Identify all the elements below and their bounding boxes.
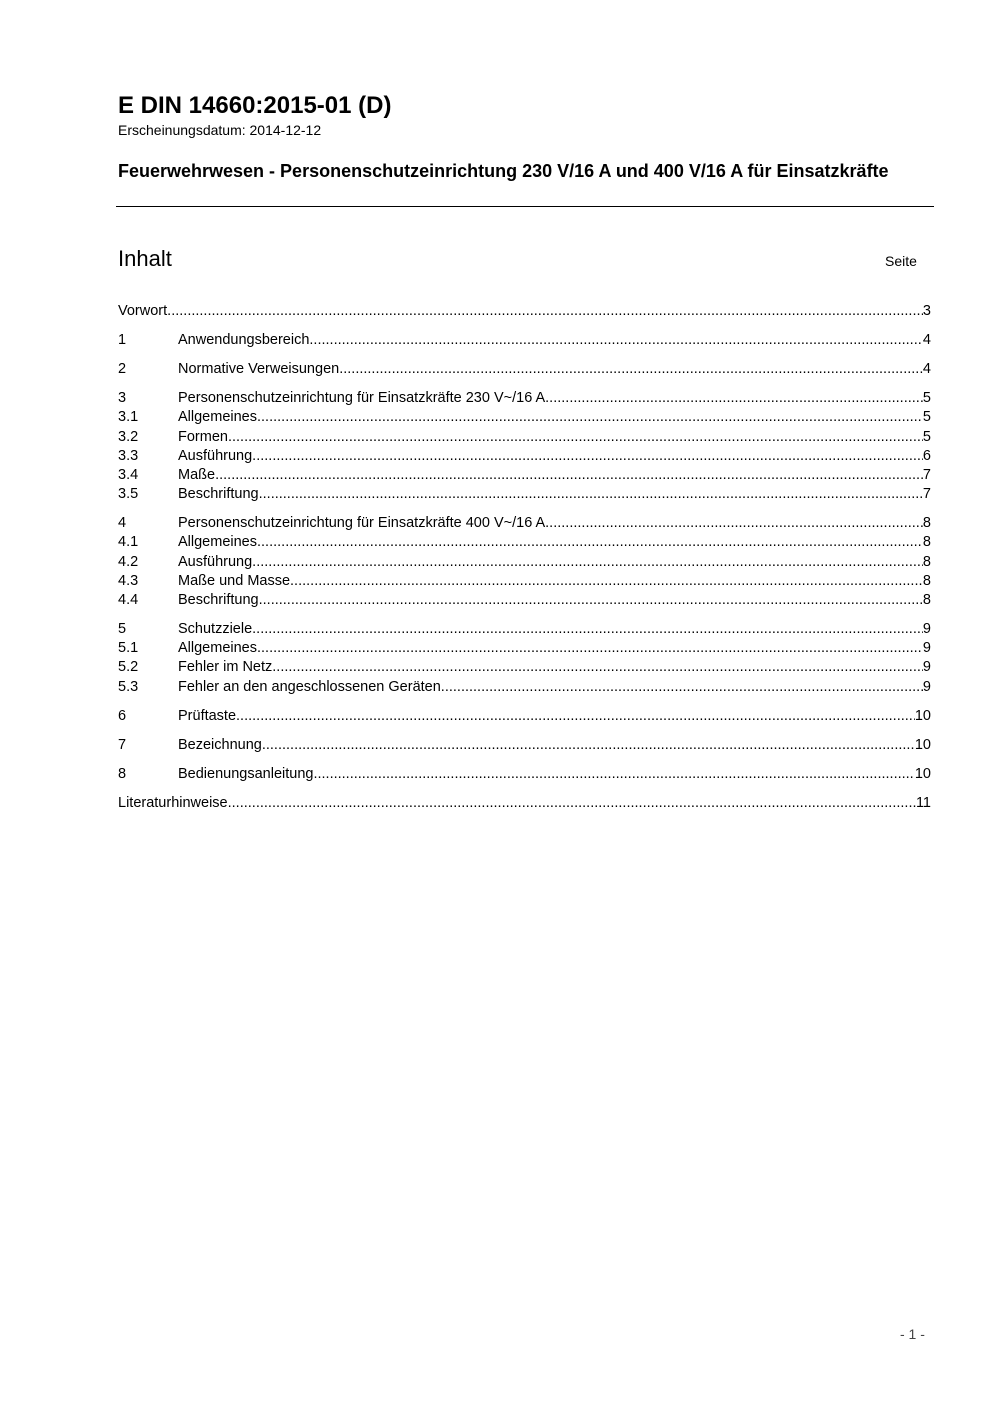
toc-entry-page: 7 [922, 486, 931, 502]
toc-entry-page: 9 [922, 621, 931, 637]
toc-entry-title: Formen [178, 429, 228, 445]
toc-entry-3[interactable] [118, 389, 931, 408]
toc-entry-title: Schutzziele [178, 621, 253, 637]
toc-entry-number: 5.2 [118, 659, 139, 675]
toc-entry-number: 3.1 [118, 409, 139, 425]
toc-entry-title: Bezeichnung [178, 737, 262, 753]
toc-entry-page: 8 [922, 534, 931, 550]
toc-leader-dots [257, 533, 923, 552]
toc-entry-7[interactable] [118, 736, 931, 755]
toc-entry-page: 8 [922, 573, 931, 589]
toc-entry-4-1[interactable] [118, 533, 931, 552]
toc-leader-dots [257, 639, 923, 658]
toc-leader-dots [545, 389, 923, 408]
toc-entry-6[interactable] [118, 707, 931, 726]
toc-entry-title: Personenschutzeinrichtung für Einsatzkräfte 400 V~/16 A [178, 515, 546, 531]
toc-entry-5-3[interactable] [118, 678, 931, 697]
toc-heading: Inhalt [118, 246, 172, 271]
toc-entry-title: Allgemeines [178, 640, 257, 656]
toc-entry-page: 9 [922, 659, 931, 675]
toc-leader-dots [252, 553, 923, 572]
toc-entry-title: Maße und Masse [178, 573, 291, 589]
document-title: E DIN 14660:2015-01 (D) [118, 92, 392, 119]
toc-entry-number: 4.2 [118, 554, 139, 570]
toc-leader-dots [228, 428, 923, 447]
toc-entry-number: 6 [118, 708, 127, 724]
toc-entry-3-5[interactable] [118, 485, 931, 504]
toc-entry-number: 1 [118, 332, 127, 348]
toc-entry-number: 5 [118, 621, 127, 637]
toc-entry-page: 8 [922, 515, 931, 531]
toc-leader-dots [313, 765, 914, 784]
toc-entry-title: Vorwort [118, 303, 168, 319]
toc-leader-dots [252, 620, 923, 639]
toc-entry-1[interactable] [118, 331, 931, 350]
toc-leader-dots [339, 360, 923, 379]
toc-leader-dots [215, 466, 923, 485]
toc-entry-title: Fehler im Netz [178, 659, 273, 675]
toc-entry-3-2[interactable] [118, 428, 931, 447]
header-divider [116, 206, 934, 207]
toc-entry-title: Personenschutzeinrichtung für Einsatzkräfte 230 V~/16 A [178, 390, 546, 406]
toc-entry-page: 8 [922, 554, 931, 570]
toc-page-label: Seite [885, 253, 917, 269]
toc-leader-dots [257, 408, 923, 427]
toc-entry-page: 5 [922, 409, 931, 425]
toc-entry-3-3[interactable] [118, 447, 931, 466]
toc-entry-title: Literaturhinweise [118, 795, 228, 811]
toc-entry-3-1[interactable] [118, 408, 931, 427]
toc-entry-page: 9 [922, 679, 931, 695]
toc-entry-3-4[interactable] [118, 466, 931, 485]
page-number: - 1 - [900, 1326, 925, 1342]
toc-entry-number: 4.3 [118, 573, 139, 589]
toc-entry-number: 4 [118, 515, 127, 531]
toc-leader-dots [228, 794, 916, 813]
toc-entry-page: 4 [922, 361, 931, 377]
toc-entry-page: 5 [922, 429, 931, 445]
toc-entry-number: 3 [118, 390, 127, 406]
toc-entry-page: 9 [922, 640, 931, 656]
toc-entry-2[interactable] [118, 360, 931, 379]
toc-entry-title: Allgemeines [178, 534, 257, 550]
toc-entry-page: 4 [922, 332, 931, 348]
toc-entry-number: 2 [118, 361, 127, 377]
toc-entry-page: 7 [922, 467, 931, 483]
toc-leader-dots [252, 447, 923, 466]
toc-entry-title: Bedienungsanleitung [178, 766, 314, 782]
toc-entry-page: 10 [914, 708, 931, 724]
toc-entry-4-3[interactable] [118, 572, 931, 591]
toc-entry-title: Ausführung [178, 448, 253, 464]
toc-entry-page: 5 [922, 390, 931, 406]
toc-leader-dots [167, 302, 923, 321]
toc-entry-8[interactable] [118, 765, 931, 784]
toc-leader-dots [262, 736, 915, 755]
toc-leader-dots [290, 572, 923, 591]
toc-entry-page: 8 [922, 592, 931, 608]
toc-entry-number: 4.4 [118, 592, 139, 608]
toc-entry-5[interactable] [118, 620, 931, 639]
toc-entry-5-1[interactable] [118, 639, 931, 658]
toc-leader-dots [441, 678, 923, 697]
toc-leader-dots [259, 591, 923, 610]
toc-entry-page: 6 [922, 448, 931, 464]
toc-entry-page: 10 [914, 737, 931, 753]
toc-entry-4[interactable] [118, 514, 931, 533]
document-subtitle: Feuerwehrwesen - Personenschutzeinrichtung 230 V/16 A und 400 V/16 A für Einsatzkräfte [118, 161, 889, 181]
toc-entry-number: 5.3 [118, 679, 139, 695]
toc-entry-page: 3 [922, 303, 931, 319]
toc-entry-title: Beschriftung [178, 592, 259, 608]
toc-leader-dots [272, 658, 923, 677]
toc-leader-dots [545, 514, 923, 533]
toc-entry-number: 3.2 [118, 429, 139, 445]
toc-entry-title: Ausführung [178, 554, 253, 570]
toc-entry-title: Allgemeines [178, 409, 257, 425]
toc-entry-number: 4.1 [118, 534, 139, 550]
toc-entry-5-2[interactable] [118, 658, 931, 677]
toc-entry-literaturhinweise[interactable] [118, 794, 931, 813]
toc-entry-number: 3.3 [118, 448, 139, 464]
toc-leader-dots [259, 485, 923, 504]
toc-entry-vorwort[interactable] [118, 302, 931, 321]
toc-entry-number: 8 [118, 766, 127, 782]
toc-entry-4-2[interactable] [118, 553, 931, 572]
toc-entry-number: 7 [118, 737, 127, 753]
toc-entry-title: Maße [178, 467, 216, 483]
toc-entry-number: 3.4 [118, 467, 139, 483]
toc-leader-dots [309, 331, 923, 350]
toc-entry-title: Beschriftung [178, 486, 259, 502]
toc-entry-title: Prüftaste [178, 708, 237, 724]
toc-entry-number: 5.1 [118, 640, 139, 656]
toc-entry-title: Fehler an den angeschlossenen Geräten [178, 679, 441, 695]
toc-entry-4-4[interactable] [118, 591, 931, 610]
toc-leader-dots [236, 707, 915, 726]
toc-entry-number: 3.5 [118, 486, 139, 502]
toc-entry-title: Normative Verweisungen [178, 361, 340, 377]
publication-date: Erscheinungsdatum: 2014-12-12 [118, 122, 322, 138]
toc-entry-title: Anwendungsbereich [178, 332, 310, 348]
toc-entry-page: 10 [914, 766, 931, 782]
toc-entry-page: 11 [915, 795, 931, 811]
